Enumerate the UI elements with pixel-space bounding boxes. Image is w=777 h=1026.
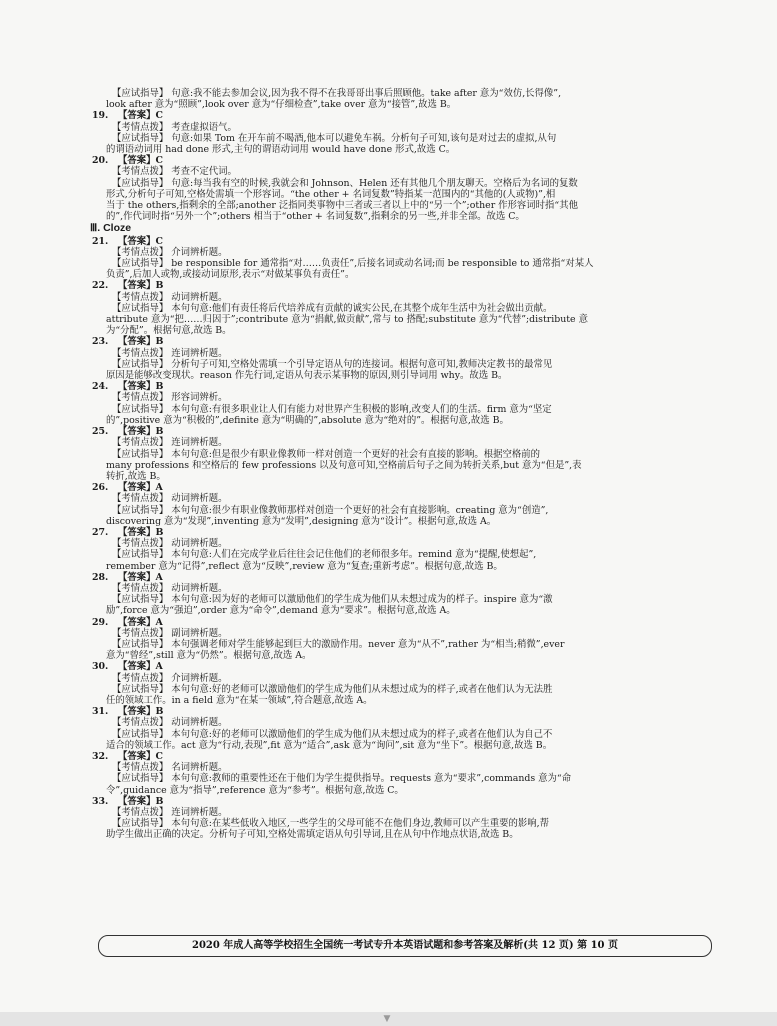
explanation-line: 【应试指导】 本句句意:人们在完成学业后往往会记住他们的老师很多年。remind 意为“提醒,使想起”, [112,549,537,561]
answer-line [92,235,700,247]
question-number: 20. [92,155,109,167]
answer-text: 【答案】B [118,795,164,807]
answer-text: 【答案】A [118,616,163,628]
explanation-continuation: 的”,positive 意为“积极的”,definite 意为“明确的”,absolute 意为“绝对的”。根据句意,故选 B。 [106,414,509,426]
answer-explanations [90,88,700,841]
explanation-continuation: 形式,分析句子可知,空格处需填一个形容词。“the other + 名词复数”特指某一范围内的“其他的(人或物)”,相 [106,188,556,200]
explanation-line: 【应试指导】 本句句意:很少有职业像教师那样对创造一个更好的社会有直接影响。creating 意为“创造”, [112,504,549,516]
question-number: 23. [92,336,109,348]
explanation-continuation: 令”,guidance 意为“指导”,reference 意为“参考”。根据句意,故选 C。 [106,784,404,796]
question-number: 31. [92,706,109,718]
answer-line [92,381,700,393]
explanation-continuation: 的”,作代词时指“另外一个”;others 相当于“other + 名词复数”,指剩余的另一些,并非全部。故选 C。 [106,211,525,223]
explanation-continuation: 任的领域工作。in a field 意为“在某一领域”,符合题意,故选 A。 [106,694,373,706]
answer-line [92,571,700,583]
explanation-continuation: 转折,故选 B。 [106,470,166,482]
answer-text: 【答案】B [118,426,164,438]
explanation-line: 【考情点拨】 连词辨析题。 [112,347,228,359]
explanation-continuation: 适合的领域工作。act 意为“行动,表现”,fit 意为“适合”,ask 意为“询问”,sit 意为“坐下”。根据句意,故选 B。 [106,739,553,751]
explanation-continuation: look after 意为“照顾”,look over 意为“仔细检查”,take over 意为“接管”,故选 B。 [106,99,457,111]
explanation-continuation: 为“分配”。根据句意,故选 B。 [106,325,232,337]
explanation-line: 【应试指导】 be responsible for 通常指“对……负责任”,后接名词或动名词;而 be responsible to 通常指“对某人 [112,258,594,270]
explanation-line: 【应试指导】 句意:每当我有空的时候,我就会和 Johnson、Helen 还有其他几个朋友聊天。空格后为名词的复数 [112,177,578,189]
question-number: 21. [92,235,109,247]
question-number: 33. [92,795,109,807]
explanation-line: 【考情点拨】 动词辨析题。 [112,582,228,594]
answer-text: 【答案】A [118,482,163,494]
question-number: 30. [92,661,109,673]
explanation-line: 【考情点拨】 动词辨析题。 [112,493,228,505]
explanation-line: 【考情点拨】 动词辨析题。 [112,291,228,303]
explanation-line: 【考情点拨】 介词辨析题。 [112,246,228,258]
explanation-line: 【考情点拨】 名词辨析题。 [112,762,228,774]
explanation-continuation: discovering 意为“发现”,inventing 意为“发明”,designing 意为“设计”。根据句意,故选 A。 [106,515,497,527]
explanation-continuation: remember 意为“记得”,reflect 意为“反映”,review 意为“复查;重新考虑”。根据句意,故选 B。 [106,560,503,572]
explanation-continuation: attribute 意为“把……归因于”;contribute 意为“捐献,做贡献”,常与 to 搭配;substitute 意为“代替”;distribute 意 [106,314,588,326]
answer-line [92,336,700,348]
answer-text: 【答案】C [118,110,163,122]
answer-line [92,706,700,718]
explanation-line: 【应试指导】 本句句意:因为好的老师可以激励他们的学生成为他们从未想过成为的样子。inspire 意为“激 [112,594,553,606]
explanation-line: 【应试指导】 本句强调老师对学生能够起到巨大的激励作用。never 意为“从不”,rather 为“相当;稍微”,ever [112,638,565,650]
answer-line [92,795,700,807]
explanation-continuation: 的谓语动词用 had done 形式,主句的谓语动词用 would have done 形式,故选 C。 [106,144,456,156]
answer-text: 【答案】B [118,526,164,538]
question-number: 24. [92,381,109,393]
answer-text: 【答案】B [118,381,164,393]
question-number: 27. [92,526,109,538]
explanation-line: 【应试指导】 本句句意:好的老师可以激励他们的学生成为他们从未想过成为的样子,或者在他们认为无法胜 [112,683,553,695]
answer-text: 【答案】A [118,661,163,673]
answer-text: 【答案】B [118,336,164,348]
explanation-line: 【应试指导】 本句句意:在某些低收入地区,一些学生的父母可能不在他们身边,教师可以产生重要的影响,帮 [112,818,549,830]
question-number: 22. [92,280,109,292]
explanation-line: 【考情点拨】 介词辨析题。 [112,672,228,684]
answer-line [92,750,700,762]
answer-line [92,661,700,673]
explanation-line: 【应试指导】 句意:我不能去参加会议,因为我不得不在我哥哥出事后照顾他。take after 意为“效仿,长得像”, [112,88,562,99]
answer-line [92,426,700,438]
answer-line [92,616,700,628]
answer-line [92,110,700,122]
chevron-down-icon[interactable]: ▼ [383,1014,391,1024]
answer-text: 【答案】A [118,571,163,583]
explanation-line: 【应试指导】 本句句意:好的老师可以激励他们的学生成为他们从未想过成为的样子,或者在他们认为自己不 [112,728,553,740]
answer-line [92,482,700,494]
explanation-continuation: many professions 和空格后的 few professions 以及句意可知,空格前后句子之间为转折关系,but 意为“但是”,表 [106,459,582,471]
answer-text: 【答案】B [118,280,164,292]
explanation-line: 【考情点拨】 连词辨析题。 [112,807,228,818]
explanation-line: 【应试指导】 本句句意:他们有责任将后代培养成有贡献的诚实公民,在其整个成年生活中为社会做出贡献。 [112,302,553,314]
question-number: 19. [92,110,109,122]
answer-text: 【答案】B [118,706,164,718]
explanation-line: 【考情点拨】 考查虚拟语气。 [112,121,237,133]
question-number: 25. [92,426,109,438]
answer-text: 【答案】C [118,155,163,167]
answer-text: 【答案】C [118,235,163,247]
answer-line [92,280,700,292]
explanation-line: 【考情点拨】 副词辨析题。 [112,627,228,639]
explanation-line: 【考情点拨】 动词辨析题。 [112,717,228,729]
explanation-continuation: 意为“曾经”,still 意为“仍然”。根据句意,故选 A。 [106,650,312,662]
explanation-line: 【应试指导】 本句句意:但是很少有职业像教师一样对创造一个更好的社会有直接的影响。根据空格前的 [112,448,541,460]
explanation-line: 【应试指导】 本句句意:有很多职业让人们有能力对世界产生积极的影响,改变人们的生活。firm 意为“坚定 [112,403,552,415]
explanation-continuation: 当于 the others,指剩余的全部;another 泛指同类事物中三者或三者以上中的“另一个”;other 作形容词时指“其他 [106,200,578,212]
explanation-line: 【应试指导】 句意:如果 Tom 在开车前不喝酒,他本可以避免车祸。分析句子可知,该句是对过去的虚拟,从句 [112,132,557,144]
question-number: 26. [92,482,109,494]
explanation-continuation: 励”,force 意为“强迫”,order 意为“命令”,demand 意为“要求”。根据句意,故选 A。 [106,605,456,617]
question-number: 32. [92,750,109,762]
section-heading: Ⅲ. Cloze [90,222,132,235]
page-footer: 2020 年成人高等学校招生全国统一考试专升本英语试题和参考答案及解析(共 12 页) 第 10 页 [98,935,712,957]
answer-line [92,155,700,167]
explanation-line: 【考情点拨】 连词辨析题。 [112,437,228,449]
answer-line [92,526,700,538]
explanation-line: 【考情点拨】 动词辨析题。 [112,538,228,550]
explanation-continuation: 负责”,后加人或物,或接动词原形,表示“对做某事负有责任”。 [106,269,355,281]
question-number: 29. [92,616,109,628]
explanation-continuation: 助学生做出正确的决定。分析句子可知,空格处需填定语从句引导词,且在从句中作地点状语,故选 B。 [106,829,519,841]
question-number: 28. [92,571,109,583]
explanation-continuation: 原因是能够改变现状。reason 作先行词,定语从句表示某事物的原因,则引导词用 why。故选 B。 [106,370,508,382]
explanation-line: 【考情点拨】 考查不定代词。 [112,166,237,178]
explanation-line: 【考情点拨】 形容词辨析。 [112,392,228,404]
explanation-line: 【应试指导】 分析句子可知,空格处需填一个引导定语从句的连接词。根据句意可知,教师决定教书的最常见 [112,358,553,370]
explanation-line: 【应试指导】 本句句意:教师的重要性还在于他们为学生提供指导。requests 意为“要求”,commands 意为“命 [112,773,572,785]
answer-text: 【答案】C [118,750,163,762]
